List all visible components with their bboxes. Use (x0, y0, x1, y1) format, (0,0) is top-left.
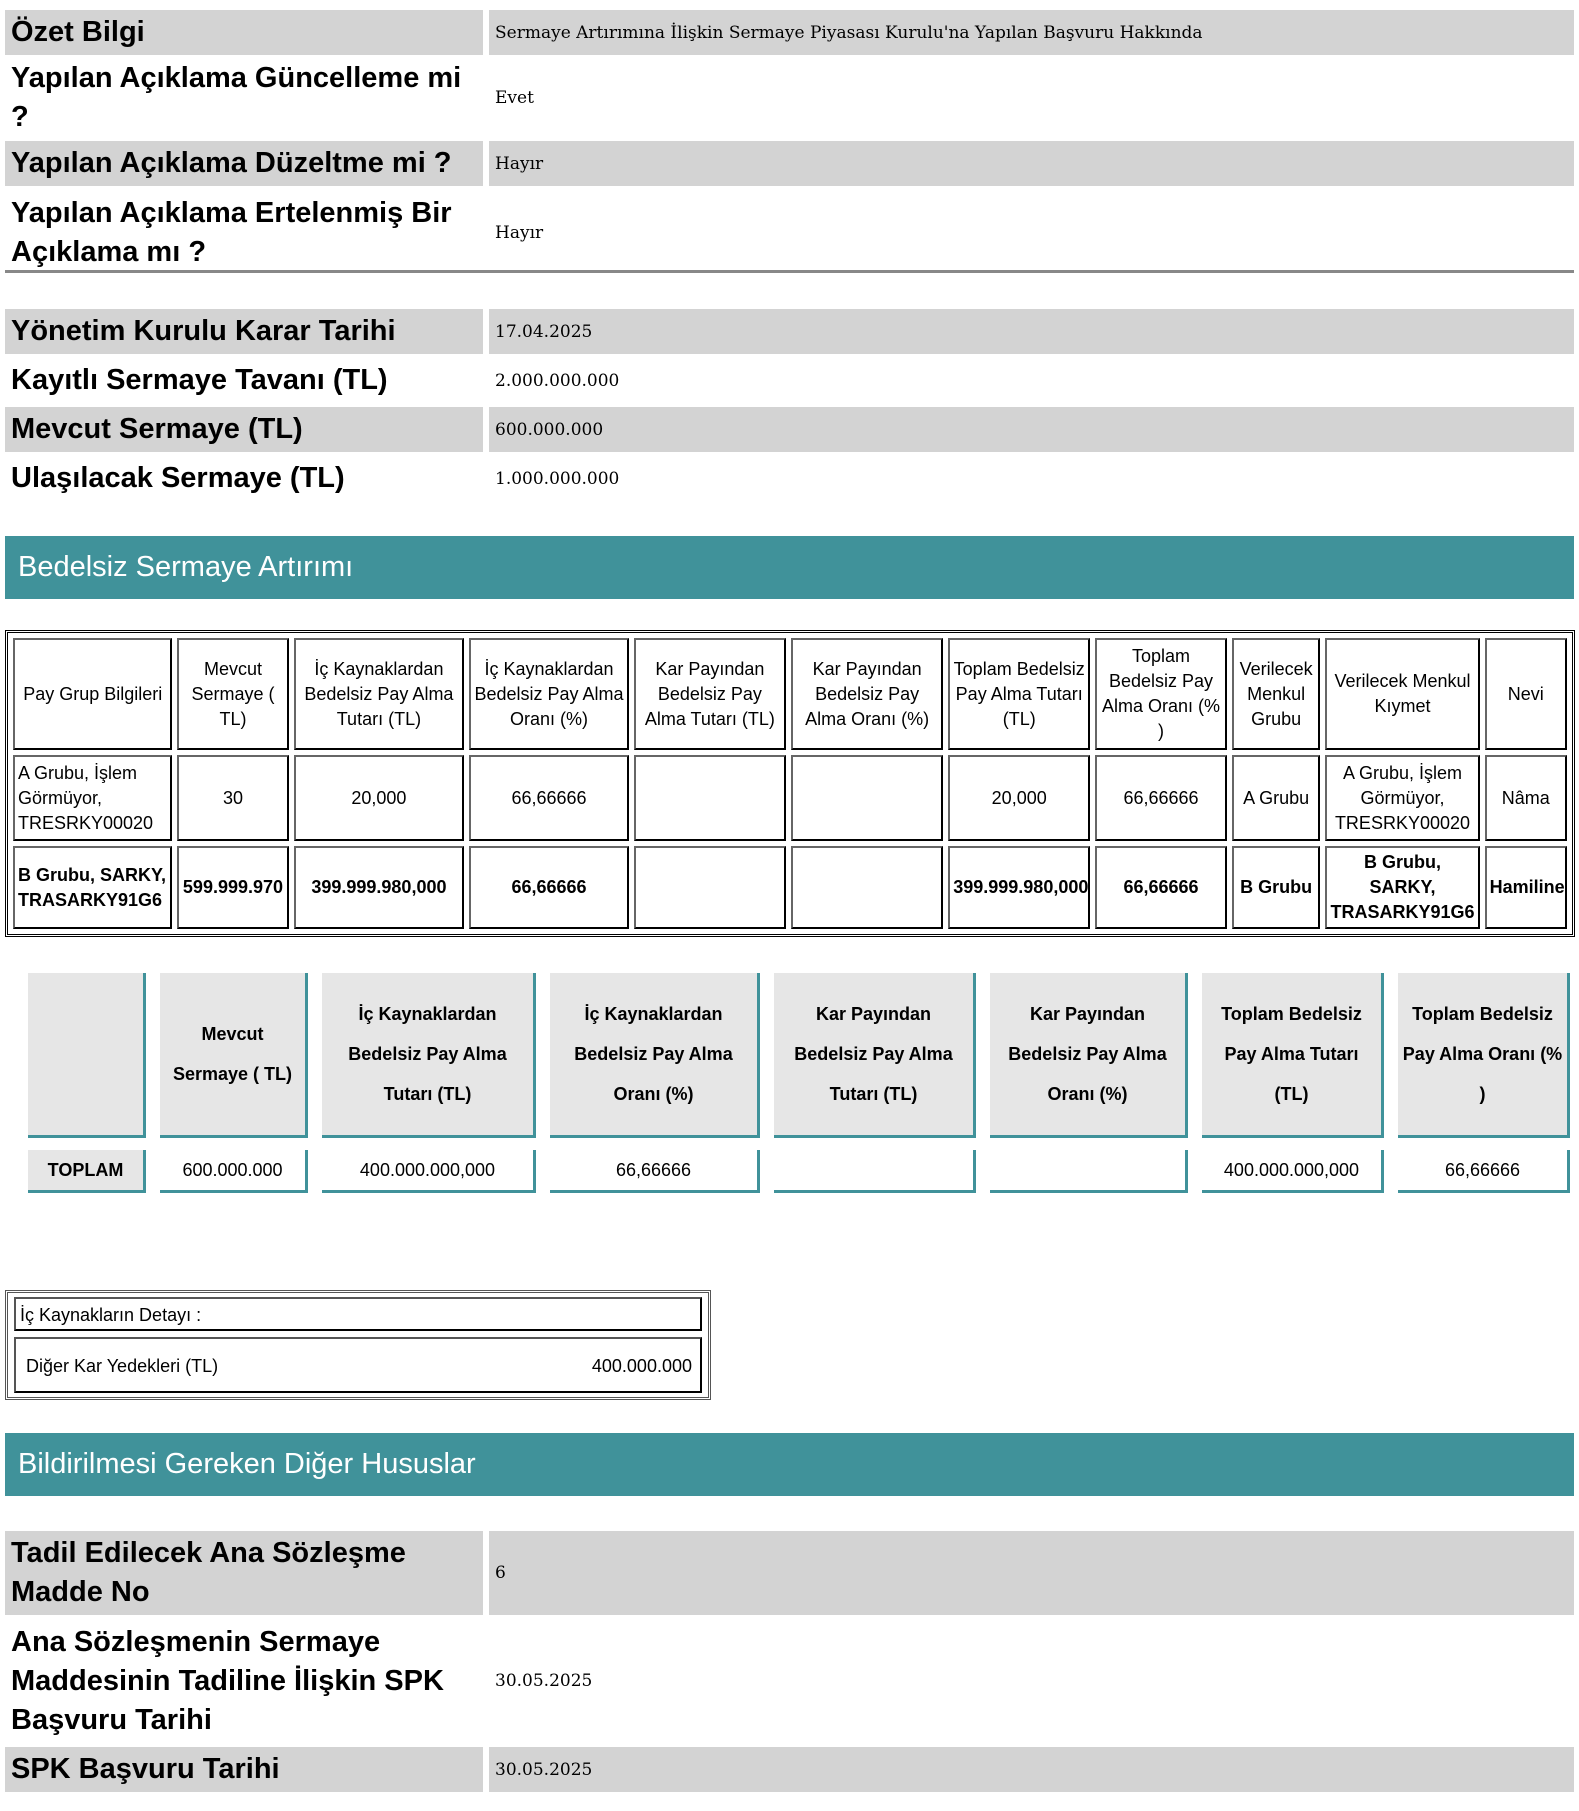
other-row (5, 1619, 1574, 1743)
pay-cell (791, 755, 943, 841)
totals-row (28, 1150, 1570, 1193)
pay-cell: B Grubu, SARKY, TRASARKY91G6 (13, 846, 172, 929)
pay-cell: 30 (177, 755, 288, 841)
totals-header (28, 973, 146, 1138)
board-label: Yönetim Kurulu Karar Tarihi (5, 309, 483, 354)
table-row (13, 846, 1567, 929)
totals-header-row (28, 973, 1570, 1138)
pay-cell: Hamiline (1485, 846, 1567, 929)
pay-cell: A Grubu, İşlem Görmüyor, TRESRKY00020 (1325, 755, 1479, 841)
summary-value: Evet (495, 88, 534, 108)
totals-cell (774, 1150, 976, 1193)
board-value: 600.000.000 (489, 407, 1574, 452)
summary-row (5, 141, 1574, 186)
section-header-bonus: Bedelsiz Sermaye Artırımı (5, 536, 1574, 599)
pay-cell: A Grubu, İşlem Görmüyor, TRESRKY00020 (13, 755, 172, 841)
section-header-other: Bildirilmesi Gereken Diğer Hususlar (5, 1433, 1574, 1496)
summary-label: Yapılan Açıklama Ertelenmiş Bir Açıklama mı ? (11, 197, 452, 268)
totals-header: İç Kaynaklardan Bedelsiz Pay Alma Oranı (%) (550, 973, 760, 1138)
totals-cell: 400.000.000,000 (322, 1150, 536, 1193)
pay-cell: B Grubu, SARKY, TRASARKY91G6 (1325, 846, 1479, 929)
summary-value: Sermaye Artırımına İlişkin Sermaye Piyasası Kurulu'na Yapılan Başvuru Hakkında (489, 10, 1574, 55)
pay-cell: 399.999.980,000 (948, 846, 1090, 929)
board-value: 1.000.000.000 (495, 468, 620, 489)
totals-header: Kar Payından Bedelsiz Pay Alma Tutarı (TL) (774, 973, 976, 1138)
other-label: SPK Başvuru Tarihi (5, 1747, 483, 1792)
summary-label: Yapılan Açıklama Güncelleme mi ? (11, 62, 462, 133)
other-value: 6 (489, 1531, 1574, 1615)
board-row (5, 407, 1574, 452)
table-row (13, 755, 1567, 841)
summary-value: Hayır (489, 141, 1574, 186)
other-table (5, 1527, 1574, 1796)
totals-cell: 66,66666 (550, 1150, 760, 1193)
totals-cell: 66,66666 (1398, 1150, 1570, 1193)
summary-row (5, 10, 1574, 55)
detail-value: 400.000.000 (591, 1356, 692, 1376)
board-label: Ulaşılacak Sermaye (TL) (11, 462, 345, 494)
detail-title: İç Kaynakların Detayı : (14, 1297, 702, 1331)
divider (5, 270, 1574, 273)
pay-header: Pay Grup Bilgileri (13, 638, 172, 750)
totals-header: Toplam Bedelsiz Pay Alma Oranı (% ) (1398, 973, 1570, 1138)
totals-header: Mevcut Sermaye ( TL) (160, 973, 308, 1138)
summary-value: Hayır (495, 223, 544, 243)
pay-cell (634, 846, 786, 929)
other-value: 30.05.2025 (489, 1747, 1574, 1792)
pay-cell: 20,000 (948, 755, 1090, 841)
board-table (5, 305, 1574, 505)
totals-cell: 400.000.000,000 (1202, 1150, 1384, 1193)
other-label: Ana Sözleşmenin Sermaye Maddesinin Tadiline İlişkin SPK Başvuru Tarihi (11, 1625, 444, 1736)
pay-cell: 20,000 (294, 755, 465, 841)
totals-cell: 600.000.000 (160, 1150, 308, 1193)
summary-label: Özet Bilgi (5, 10, 483, 55)
board-row (5, 358, 1574, 403)
pay-header: Mevcut Sermaye ( TL) (177, 638, 288, 750)
pay-header: Toplam Bedelsiz Pay Alma Oranı (% ) (1095, 638, 1227, 750)
pay-cell: 66,66666 (469, 846, 628, 929)
pay-cell: 66,66666 (469, 755, 628, 841)
other-value: 30.05.2025 (495, 1671, 593, 1691)
pay-cell (634, 755, 786, 841)
board-row (5, 456, 1574, 501)
board-value: 17.04.2025 (489, 309, 1574, 354)
detail-label: Diğer Kar Yedekleri (TL) (26, 1356, 219, 1376)
board-row (5, 309, 1574, 354)
pay-cell: B Grubu (1232, 846, 1320, 929)
board-label: Kayıtlı Sermaye Tavanı (TL) (11, 364, 388, 396)
totals-label: TOPLAM (28, 1150, 146, 1193)
pay-header: Nevi (1485, 638, 1567, 750)
pay-header: İç Kaynaklardan Bedelsiz Pay Alma Oranı (%) (469, 638, 628, 750)
pay-header: Verilecek Menkul Kıymet (1325, 638, 1479, 750)
totals-header: Kar Payından Bedelsiz Pay Alma Oranı (%) (990, 973, 1188, 1138)
totals-header: İç Kaynaklardan Bedelsiz Pay Alma Tutarı (TL) (322, 973, 536, 1138)
board-value: 2.000.000.000 (495, 370, 620, 391)
pay-header: Kar Payından Bedelsiz Pay Alma Tutarı (TL) (634, 638, 786, 750)
internal-resources-detail (5, 1290, 711, 1400)
pay-header: Verilecek Menkul Grubu (1232, 638, 1320, 750)
other-label: Tadil Edilecek Ana Sözleşme Madde No (5, 1531, 483, 1615)
other-row (5, 1747, 1574, 1792)
pay-cell: 66,66666 (1095, 846, 1227, 929)
summary-label: Yapılan Açıklama Düzeltme mi ? (5, 141, 483, 186)
pay-header: Kar Payından Bedelsiz Pay Alma Oranı (%) (791, 638, 943, 750)
pay-cell (791, 846, 943, 929)
pay-header: Toplam Bedelsiz Pay Alma Tutarı (TL) (948, 638, 1090, 750)
summary-row (5, 190, 1574, 276)
pay-cell: 399.999.980,000 (294, 846, 465, 929)
pay-header: İç Kaynaklardan Bedelsiz Pay Alma Tutarı (TL) (294, 638, 465, 750)
totals-header: Toplam Bedelsiz Pay Alma Tutarı (TL) (1202, 973, 1384, 1138)
other-row (5, 1531, 1574, 1615)
pay-cell: 599.999.970 (177, 846, 288, 929)
detail-row (14, 1337, 702, 1393)
board-label: Mevcut Sermaye (TL) (5, 407, 483, 452)
summary-row (5, 59, 1574, 137)
totals-cell (990, 1150, 1188, 1193)
pay-group-table (5, 630, 1575, 937)
totals-table (14, 973, 1579, 1193)
summary-table (5, 6, 1574, 280)
pay-cell: Nâma (1485, 755, 1567, 841)
pay-header-row (13, 638, 1567, 750)
pay-cell: 66,66666 (1095, 755, 1227, 841)
pay-cell: A Grubu (1232, 755, 1320, 841)
